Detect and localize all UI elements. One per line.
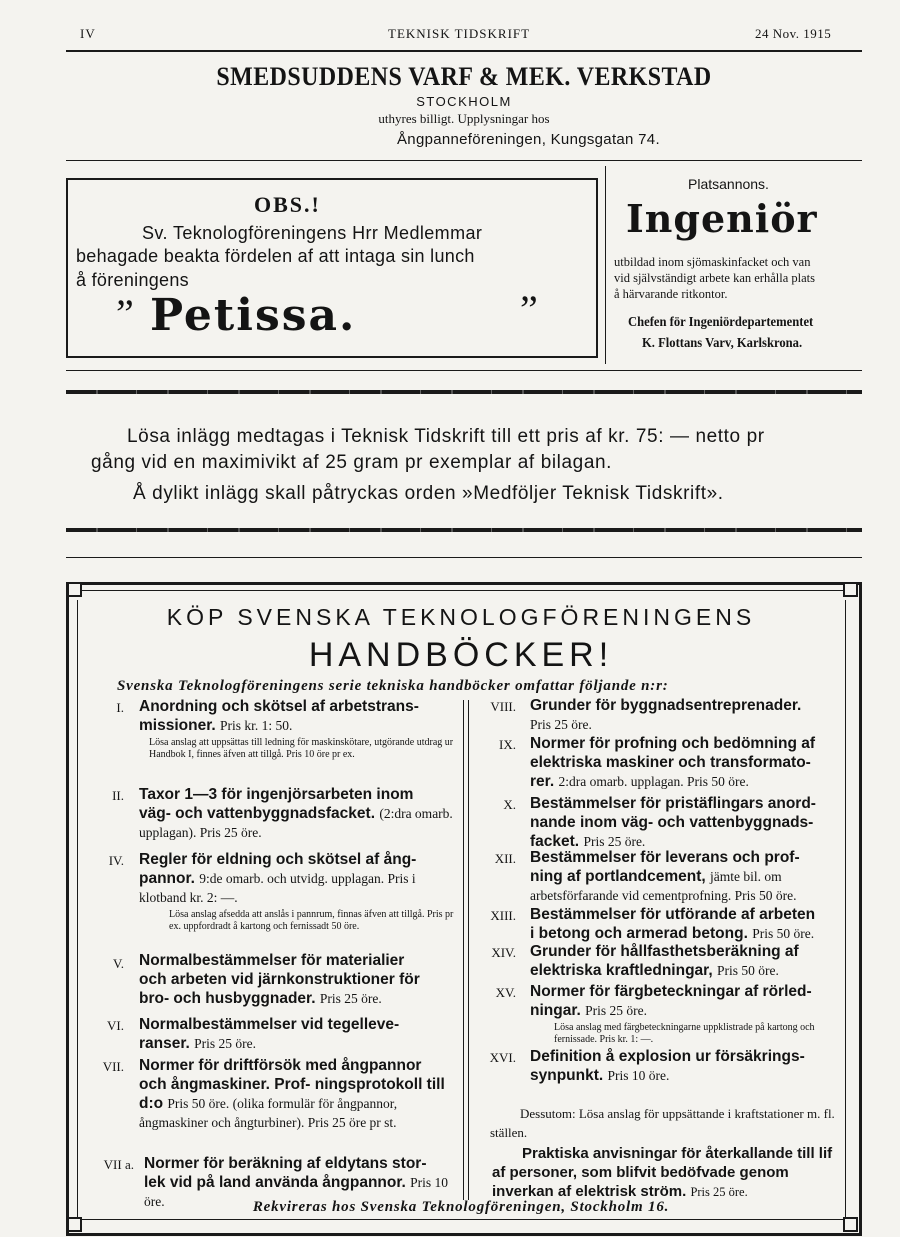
handbook-title2: HANDBÖCKER! <box>308 636 614 674</box>
item-title: Regler för eldning och skötsel af ång- <box>139 851 417 868</box>
section-rule <box>66 557 862 558</box>
list-item <box>139 850 459 933</box>
item-title: Anordning och skötsel af arbetstrans- <box>139 698 419 715</box>
header-rule <box>66 50 862 52</box>
item-title: ranser. <box>139 1035 190 1052</box>
notice-line1: Lösa inlägg medtagas i Teknisk Tidskrift till ett pris af kr. 75: — netto pr <box>127 426 765 447</box>
item-number: IV. <box>108 853 124 868</box>
item-number: X. <box>503 797 516 812</box>
item-price: 2:dra omarb. upplagan. Pris 50 öre. <box>558 774 749 789</box>
item-title: och arbeten vid järnkonstruktioner för <box>139 971 420 988</box>
list-item <box>530 848 842 905</box>
notice-line2: gång vid en maximivikt af 25 gram pr exemplar af bilagan. <box>91 452 613 473</box>
list-item <box>530 1047 842 1085</box>
item-title: Normalbestämmelser vid tegelleve- <box>139 1016 400 1033</box>
list-item <box>139 785 459 842</box>
job-body1: utbildad inom sjömaskinfacket och van <box>614 255 811 269</box>
item-price: Pris 25 öre. <box>319 991 382 1006</box>
corner-ornament-br <box>843 1217 858 1232</box>
page-number: IV <box>80 26 96 41</box>
quote-close: ” <box>520 287 538 332</box>
item-price: Pris 25 öre. <box>585 1003 648 1018</box>
item-title: Bestämmelser för pristäflingars anord- <box>530 795 816 812</box>
item-price: Pris 50 öre. <box>752 926 815 941</box>
brand-petissa: Petissa. <box>150 290 357 341</box>
item-price: Pris kr. 1: 50. <box>220 718 293 733</box>
handbook-divider-a <box>463 700 464 1200</box>
item-title: i betong och armerad betong. <box>530 925 748 942</box>
list-item <box>139 1056 459 1132</box>
item-note: Lösa anslag att uppsättas till ledning för maskinskötare, utgörande utdrag ur Handbok I, finnes äfven att tillgå. Pris 10 öre pr ex. <box>149 737 454 760</box>
item-title: ningar. <box>530 1002 581 1019</box>
item-price: jämte bil. om arbetsförfarande vid cementprofning. Pris 50 öre. <box>530 869 797 903</box>
series-line: Svenska Teknologföreningens serie tekniska handböcker omfattar följande n:r: <box>117 678 669 694</box>
corner-ornament-tr <box>843 582 858 597</box>
item-number: IX. <box>499 737 516 752</box>
list-item <box>139 951 459 1008</box>
item-title: och ångmaskiner. <box>139 1076 270 1093</box>
obs-text3: å föreningens <box>76 270 189 290</box>
item-title: elektriska maskiner och transformato- <box>530 754 811 771</box>
list-item <box>139 1015 459 1053</box>
item-title: Definition å explosion ur försäkrings- <box>530 1048 805 1065</box>
job-contact2: K. Flottans Varv, Karlskrona. <box>642 336 803 351</box>
item-number: XIII. <box>490 908 516 923</box>
extra-guide <box>492 1144 844 1202</box>
item-title: rer. <box>530 773 555 790</box>
corner-ornament-tl <box>67 582 82 597</box>
item-price: Pris 50 öre. <box>716 963 779 978</box>
ad-rule <box>66 160 862 161</box>
list-item <box>530 734 842 791</box>
item-price: Pris 50 öre. (olika formulär för ångpannor, ångmaskiner och ångturbiner). Pris 25 öre pr st. <box>139 1096 398 1130</box>
item-title: synpunkt. <box>530 1067 604 1084</box>
list-item <box>530 696 842 734</box>
list-item <box>530 942 842 980</box>
list-item <box>139 697 459 761</box>
item-title: Grunder för hållfasthetsberäkning af <box>530 943 799 960</box>
item-title: Normer för driftförsök med ångpannor <box>139 1057 422 1074</box>
column-divider <box>605 166 606 364</box>
frame-inner-left <box>77 600 78 1220</box>
obs-text1: Sv. Teknologföreningens Hrr Medlemmar <box>142 223 483 243</box>
quote-open: ” <box>116 291 134 336</box>
item-title: missioner. <box>139 717 216 734</box>
item-price: Pris 10 öre. <box>144 1175 449 1209</box>
item-title: Normer för profning och bedömning af <box>530 735 816 752</box>
item-price: 9:de omarb. och utvidg. upplagan. Pris i klotband kr. 2: —. <box>139 871 416 905</box>
obs-heading: OBS.! <box>254 192 321 217</box>
corner-ornament-bl <box>67 1217 82 1232</box>
item-number: XII. <box>494 851 516 866</box>
item-title: pannor. <box>139 870 195 887</box>
item-title: väg- och vattenbyggnadsfacket. <box>139 805 376 822</box>
obs-text2: behagade beakta fördelen af att intaga sin lunch <box>76 246 475 266</box>
frame-inner-top <box>66 590 856 591</box>
item-number: XVI. <box>489 1050 516 1065</box>
item-title: nande inom väg- och vattenbyggnads- <box>530 814 814 831</box>
order-line: Rekvireras hos Svenska Teknologföreningen, Stockholm 16. <box>252 1199 670 1215</box>
item-title: Normalbestämmelser för materialier <box>139 952 405 969</box>
item-price: Pris 25 öre. <box>194 1036 257 1051</box>
item-title: Normer för beräkning af eldytans stor- <box>144 1155 427 1172</box>
item-number: V. <box>113 956 124 971</box>
job-contact1: Chefen för Ingeniördepartementet <box>628 315 814 330</box>
item-title: Bestämmelser för utförande af arbeten <box>530 906 816 923</box>
item-title: bro- och husbyggnader. <box>139 990 316 1007</box>
item-number: VII a. <box>103 1157 134 1172</box>
item-title: ning af portlandcement, <box>530 868 706 885</box>
list-item <box>530 905 842 943</box>
item-title: ningsprotokoll till d:o <box>139 1076 445 1112</box>
list-item <box>530 982 842 1046</box>
job-body2: vid självständigt arbete kan erhålla plats <box>614 271 815 285</box>
item-title: Normer för färgbeteckningar af rörled- <box>530 983 812 1000</box>
item-price: Pris 25 öre. <box>530 717 592 732</box>
ad-line2: Ångpanneföreningen, Kungsgatan 74. <box>397 131 660 148</box>
journal-title: TEKNISK TIDSKRIFT <box>388 26 531 41</box>
job-label: Platsannons. <box>688 176 769 192</box>
item-number: VIII. <box>490 699 516 714</box>
item-number: XV. <box>495 985 516 1000</box>
job-title: Ingeniör <box>626 196 818 241</box>
issue-date: 24 Nov. 1915 <box>755 26 832 41</box>
item-title: facket. <box>530 833 580 850</box>
extra-note: Dessutom: Lösa anslag för uppsättande i kraftstationer m. fl. ställen. <box>490 1106 835 1140</box>
company-name: SMEDSUDDENS VARF & MEK. VERKSTAD <box>216 62 712 91</box>
company-city: STOCKHOLM <box>416 94 512 109</box>
item-price: Pris 10 öre. <box>607 1068 670 1083</box>
job-body3: å härvarande ritkontor. <box>614 287 728 301</box>
item-title: lek vid på land använda ångpannor. <box>144 1174 406 1191</box>
list-item <box>530 794 842 851</box>
notice-bottom-rule <box>66 528 862 532</box>
item-note: Lösa anslag med färgbeteckningarne uppklistrade på kartong och fernissade. Pris kr. 1: —. <box>554 1022 815 1045</box>
extra-guide-price: Pris 25 öre. <box>690 1185 748 1199</box>
item-title: Grunder för byggnadsentreprenader. <box>530 697 802 714</box>
frame-inner-right <box>845 600 846 1220</box>
item-number: VI. <box>107 1018 124 1033</box>
ads-bottom-rule <box>66 370 862 371</box>
item-title: Taxor 1—3 för ingenjörsarbeten inom <box>139 786 414 803</box>
ad-line1: uthyres billigt. Upplysningar hos <box>378 111 550 126</box>
notice-line3: Å dylikt inlägg skall påtryckas orden »Medföljer Teknisk Tidskrift». <box>133 483 724 504</box>
item-price: Pris 25 öre. <box>583 834 646 849</box>
item-price: (2:dra omarb. upplagan). Pris 25 öre. <box>139 806 453 840</box>
frame-inner-bottom <box>66 1219 856 1220</box>
item-number: XIV. <box>491 945 516 960</box>
item-number: I. <box>116 700 124 715</box>
handbook-title1: KÖP SVENSKA TEKNOLOGFÖRENINGENS <box>166 604 756 630</box>
notice-top-rule <box>66 390 862 394</box>
item-note: Lösa anslag afsedda att anslås i pannrum, finnas äfven att tillgå. Pris pr ex. uppfordradt å kartong och fernissadt 50 öre. <box>169 909 454 932</box>
item-title: Bestämmelser för leverans och prof- <box>530 849 800 866</box>
item-number: II. <box>112 788 124 803</box>
item-title: elektriska kraftledningar, <box>530 962 713 979</box>
handbook-divider-b <box>468 700 469 1200</box>
extra-guide-text: Praktiska anvisningar för återkallande till lif af personer, som blifvit bedöfvade genom inverkan af elektrisk ström. <box>492 1145 833 1200</box>
item-number: VII. <box>102 1059 124 1074</box>
item-title: Prof- <box>274 1076 311 1093</box>
